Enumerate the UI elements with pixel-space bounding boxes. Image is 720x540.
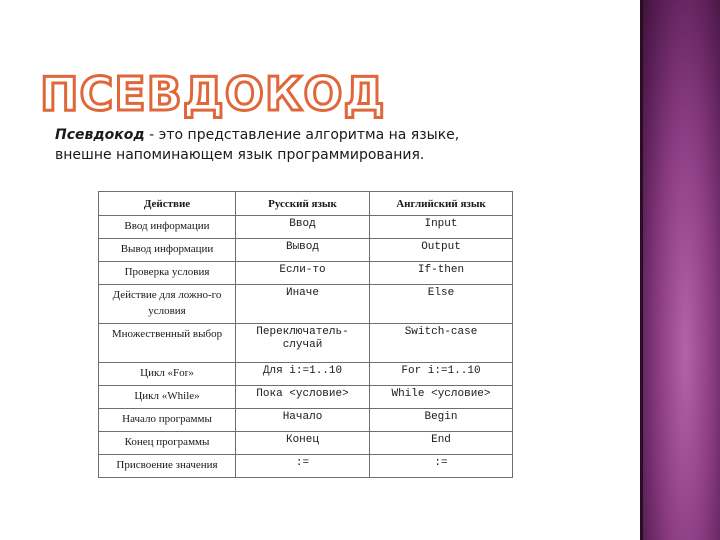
- cell-action: Вывод информации: [99, 239, 236, 262]
- table-row: [99, 409, 513, 432]
- header-russian: Русский язык: [236, 192, 370, 216]
- table-row: [99, 285, 513, 324]
- table-row: [99, 324, 513, 363]
- table-row: [99, 386, 513, 409]
- decorative-side-panel: [643, 0, 720, 540]
- description-line-1: [55, 125, 525, 145]
- cell-action: Начало программы: [99, 409, 236, 432]
- cell-english: Switch-case: [370, 324, 513, 363]
- cell-action: Ввод информации: [99, 216, 236, 239]
- cell-russian: Начало: [236, 409, 370, 432]
- cell-russian: Если-то: [236, 262, 370, 285]
- cell-action: Множественный выбор: [99, 324, 236, 363]
- cell-english: Else: [370, 285, 513, 324]
- cell-action: Конец программы: [99, 432, 236, 455]
- table-row: [99, 432, 513, 455]
- cell-russian: Ввод: [236, 216, 370, 239]
- cell-action: Действие для ложно-го условия: [99, 285, 236, 324]
- cell-action: Присвоение значения: [99, 455, 236, 478]
- cell-action: Цикл «For»: [99, 363, 236, 386]
- header-english: Английский язык: [370, 192, 513, 216]
- cell-english: End: [370, 432, 513, 455]
- cell-english: While <условие>: [370, 386, 513, 409]
- cell-english: If-then: [370, 262, 513, 285]
- table-row: [99, 239, 513, 262]
- table-row: [99, 455, 513, 478]
- table-row: [99, 262, 513, 285]
- cell-russian: :=: [236, 455, 370, 478]
- page-title: ПСЕВДОКОД: [40, 67, 386, 121]
- table-row: [99, 216, 513, 239]
- cell-english: Begin: [370, 409, 513, 432]
- cell-english: Input: [370, 216, 513, 239]
- cell-english: Output: [370, 239, 513, 262]
- description: [55, 125, 525, 165]
- cell-english: :=: [370, 455, 513, 478]
- header-action: Действие: [99, 192, 236, 216]
- table-row: [99, 363, 513, 386]
- cell-action: Проверка условия: [99, 262, 236, 285]
- cell-russian: Переключатель-случай: [236, 324, 370, 363]
- cell-russian: Иначе: [236, 285, 370, 324]
- cell-russian: Пока <условие>: [236, 386, 370, 409]
- table-header-row: [99, 192, 513, 216]
- cell-action: Цикл «While»: [99, 386, 236, 409]
- description-line-1-rest: - это представление алгоритма на языке,: [144, 127, 460, 143]
- description-line-2: внешне напоминающем язык программирования.: [55, 147, 425, 163]
- cell-russian: Для i:=1..10: [236, 363, 370, 386]
- cell-english: For i:=1..10: [370, 363, 513, 386]
- pseudocode-table: [98, 191, 513, 478]
- cell-russian: Вывод: [236, 239, 370, 262]
- description-term: Псевдокод: [55, 127, 145, 143]
- cell-russian: Конец: [236, 432, 370, 455]
